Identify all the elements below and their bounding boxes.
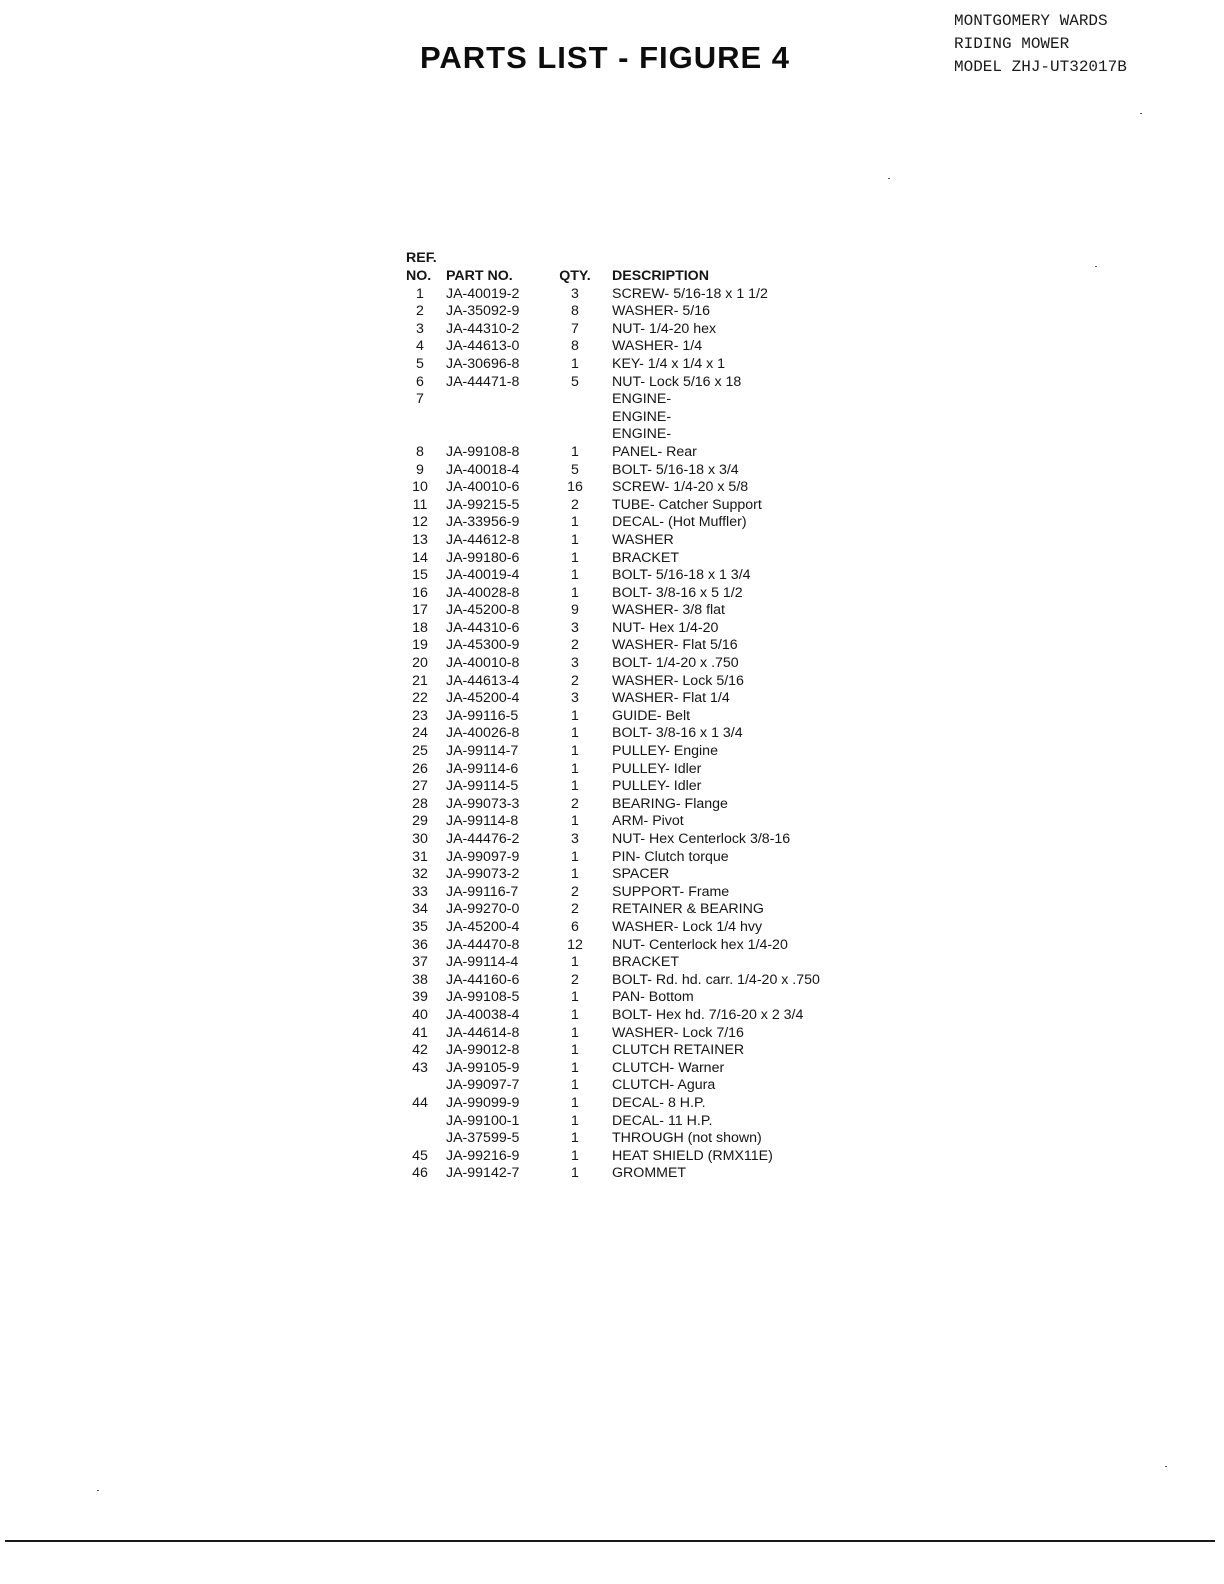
part-no-cell: JA-99114-7 [446, 743, 519, 760]
qty-cell: 1 [571, 813, 579, 830]
qty-cell: 1 [571, 1147, 579, 1164]
description-cell: CLUTCH- Agura [612, 1077, 716, 1094]
ref-cell: 12 [412, 514, 428, 531]
part-no-cell: JA-44613-4 [446, 672, 520, 689]
part-no-cell: JA-35092-9 [446, 303, 520, 320]
bottom-rule [5, 1540, 1215, 1542]
description-cell: NUT- Centerlock hex 1/4-20 [612, 936, 788, 953]
qty-cell: 5 [571, 461, 579, 478]
qty-cell: 1 [571, 1059, 579, 1076]
qty-cell: 2 [571, 637, 579, 654]
header-description: DESCRIPTION [612, 268, 709, 284]
part-no-cell: JA-99114-4 [446, 954, 519, 971]
description-cell: WASHER [612, 531, 674, 548]
description-cell: BOLT- Rd. hd. carr. 1/4-20 x .750 [612, 971, 820, 988]
header-ref-no: NO. [406, 268, 432, 284]
part-no-cell: JA-99097-9 [446, 848, 520, 865]
ref-cell: 13 [412, 531, 428, 548]
part-no-cell: JA-44470-8 [446, 936, 520, 953]
part-no-cell: JA-40018-4 [446, 461, 520, 478]
ref-cell: 9 [416, 461, 424, 478]
part-no-cell: JA-44471-8 [446, 373, 520, 390]
ref-cell: 35 [412, 918, 428, 935]
qty-cell: 1 [571, 567, 579, 584]
part-no-cell: JA-99100-1 [446, 1112, 520, 1129]
qty-cell: 6 [571, 918, 579, 935]
ref-cell: 24 [412, 725, 428, 742]
description-cell: PANEL- Rear [612, 443, 697, 460]
part-no-cell: JA-99116-7 [446, 883, 519, 900]
part-no-cell: JA-44310-6 [446, 619, 520, 636]
part-no-cell: JA-99114-6 [446, 760, 519, 777]
ref-cell: 41 [412, 1024, 428, 1041]
ref-cell: 3 [416, 320, 424, 337]
description-cell: WASHER- Lock 7/16 [612, 1024, 744, 1041]
description-cell: ENGINE- [612, 426, 672, 443]
description-cell: BOLT- Hex hd. 7/16-20 x 2 3/4 [612, 1006, 804, 1023]
qty-cell: 1 [571, 1112, 579, 1129]
ref-cell: 21 [412, 672, 428, 689]
ref-cell: 22 [412, 690, 428, 707]
ref-cell: 8 [416, 443, 424, 460]
part-no-cell: JA-40010-6 [446, 479, 520, 496]
part-no-cell: JA-37599-5 [446, 1130, 520, 1147]
ref-cell: 36 [412, 936, 428, 953]
ref-cell: 33 [412, 883, 428, 900]
qty-cell: 12 [567, 936, 583, 953]
qty-cell: 1 [571, 1006, 579, 1023]
description-cell: SCREW- 1/4-20 x 5/8 [612, 479, 749, 496]
description-cell: KEY- 1/4 x 1/4 x 1 [612, 355, 726, 372]
description-cell: NUT- 1/4-20 hex [612, 320, 717, 337]
ref-cell: 32 [412, 866, 428, 883]
header-line-product: RIDING MOWER [954, 35, 1070, 53]
description-cell: BEARING- Flange [612, 795, 728, 812]
part-no-cell: JA-44612-8 [446, 531, 520, 548]
ref-cell: 40 [412, 1006, 428, 1023]
part-no-cell: JA-99073-3 [446, 795, 520, 812]
part-no-cell: JA-99108-8 [446, 443, 520, 460]
ref-cell: 28 [412, 795, 428, 812]
part-no-cell: JA-99180-6 [446, 549, 520, 566]
scan-speck [1095, 266, 1097, 267]
scan-speck [1140, 113, 1142, 114]
qty-cell: 1 [571, 848, 579, 865]
description-cell: BOLT- 5/16-18 x 3/4 [612, 461, 739, 478]
part-no-cell: JA-99099-9 [446, 1094, 520, 1111]
description-cell: GROMMET [612, 1165, 687, 1182]
qty-cell: 1 [571, 866, 579, 883]
ref-cell: 43 [412, 1059, 428, 1076]
ref-cell: 23 [412, 707, 428, 724]
ref-cell: 31 [412, 848, 428, 865]
description-cell: WASHER- 1/4 [612, 338, 703, 355]
description-cell: TUBE- Catcher Support [612, 496, 762, 513]
ref-cell: 5 [416, 355, 424, 372]
description-cell: DECAL- 8 H.P. [612, 1094, 706, 1111]
description-cell: BOLT- 5/16-18 x 1 3/4 [612, 567, 751, 584]
description-cell: DECAL- 11 H.P. [612, 1112, 713, 1129]
qty-cell: 1 [571, 443, 579, 460]
scan-speck [97, 1490, 99, 1491]
ref-cell: 16 [412, 584, 428, 601]
part-no-cell: JA-99114-8 [446, 813, 519, 830]
description-cell: HEAT SHIELD (RMX11E) [612, 1147, 773, 1164]
qty-cell: 2 [571, 496, 579, 513]
qty-cell: 3 [571, 655, 579, 672]
header-line-model: MODEL ZHJ-UT32017B [954, 58, 1127, 76]
qty-cell: 1 [571, 778, 579, 795]
description-cell: SPACER [612, 866, 670, 883]
description-cell: WASHER- Flat 5/16 [612, 637, 738, 654]
part-no-cell: JA-99142-7 [446, 1165, 520, 1182]
ref-cell: 2 [416, 303, 424, 320]
ref-cell: 14 [412, 549, 428, 566]
qty-cell: 8 [571, 338, 579, 355]
description-cell: ENGINE- [612, 408, 672, 425]
description-cell: ENGINE- [612, 391, 672, 408]
description-cell: WASHER- Lock 5/16 [612, 672, 744, 689]
description-cell: CLUTCH- Warner [612, 1059, 725, 1076]
description-cell: SUPPORT- Frame [612, 883, 730, 900]
ref-cell: 42 [412, 1042, 428, 1059]
qty-cell: 2 [571, 795, 579, 812]
qty-cell: 2 [571, 883, 579, 900]
part-no-cell: JA-99114-5 [446, 778, 519, 795]
qty-cell: 9 [571, 602, 579, 619]
description-cell: NUT- Hex 1/4-20 [612, 619, 719, 636]
ref-cell: 17 [412, 602, 428, 619]
part-no-cell: JA-30696-8 [446, 355, 520, 372]
part-no-cell: JA-45200-4 [446, 690, 520, 707]
part-no-cell: JA-99097-7 [446, 1077, 520, 1094]
description-cell: WASHER- 5/16 [612, 303, 711, 320]
description-cell: WASHER- Flat 1/4 [612, 690, 730, 707]
ref-cell: 38 [412, 971, 428, 988]
qty-cell: 1 [571, 1077, 579, 1094]
ref-cell: 39 [412, 989, 428, 1006]
scan-speck [1165, 1466, 1167, 1467]
ref-cell: 34 [412, 901, 428, 918]
part-no-cell: JA-40026-8 [446, 725, 520, 742]
part-no-cell: JA-99012-8 [446, 1042, 520, 1059]
description-cell: BRACKET [612, 549, 680, 566]
description-cell: WASHER- Lock 1/4 hvy [612, 918, 763, 935]
qty-cell: 1 [571, 1024, 579, 1041]
part-no-cell: JA-99270-0 [446, 901, 520, 918]
ref-cell: 46 [412, 1165, 428, 1182]
qty-cell: 8 [571, 303, 579, 320]
description-cell: WASHER- 3/8 flat [612, 602, 726, 619]
part-no-cell: JA-99215-5 [446, 496, 520, 513]
qty-cell: 1 [571, 954, 579, 971]
description-cell: CLUTCH RETAINER [612, 1042, 745, 1059]
qty-cell: 16 [567, 479, 583, 496]
description-cell: PULLEY- Engine [612, 743, 718, 760]
description-cell: NUT- Hex Centerlock 3/8-16 [612, 831, 791, 847]
ref-cell: 15 [412, 567, 428, 584]
ref-cell: 37 [412, 954, 428, 971]
ref-cell: 44 [412, 1094, 428, 1111]
qty-cell: 1 [571, 584, 579, 601]
header-qty: QTY. [559, 268, 591, 284]
ref-cell: 11 [412, 496, 428, 513]
description-cell: SCREW- 5/16-18 x 1 1/2 [612, 285, 768, 302]
qty-cell: 1 [571, 725, 579, 742]
qty-cell: 2 [571, 971, 579, 988]
part-no-cell: JA-40019-2 [446, 285, 520, 302]
qty-cell: 3 [571, 690, 579, 707]
page-title: PARTS LIST - FIGURE 4 [420, 40, 791, 75]
ref-cell: 20 [412, 655, 428, 672]
ref-cell: 1 [416, 285, 424, 302]
qty-cell: 5 [571, 373, 579, 390]
description-cell: GUIDE- Belt [612, 707, 691, 724]
ref-cell: 19 [412, 637, 428, 654]
ref-cell: 27 [412, 778, 428, 795]
part-no-cell: JA-45200-4 [446, 918, 520, 935]
part-no-cell: JA-99116-5 [446, 707, 519, 724]
qty-cell: 1 [571, 1094, 579, 1111]
description-cell: PULLEY- Idler [612, 778, 702, 795]
qty-cell: 1 [571, 531, 579, 548]
qty-cell: 1 [571, 1165, 579, 1182]
ref-cell: 45 [412, 1147, 428, 1164]
part-no-cell: JA-99105-9 [446, 1059, 520, 1076]
part-no-cell: JA-44476-2 [446, 831, 520, 847]
part-no-cell: JA-40010-8 [446, 655, 520, 672]
qty-cell: 3 [571, 619, 579, 636]
qty-cell: 1 [571, 1130, 579, 1147]
part-no-cell: JA-44310-2 [446, 320, 520, 337]
qty-cell: 3 [571, 285, 579, 302]
ref-cell: 7 [416, 391, 424, 408]
description-cell: NUT- Lock 5/16 x 18 [612, 373, 742, 390]
part-no-cell: JA-99108-5 [446, 989, 520, 1006]
qty-cell: 1 [571, 707, 579, 724]
ref-cell: 18 [412, 619, 428, 636]
qty-cell: 1 [571, 989, 579, 1006]
model-header [954, 10, 1127, 79]
part-no-cell: JA-40019-4 [446, 567, 520, 584]
part-no-cell: JA-33956-9 [446, 514, 520, 531]
qty-cell: 1 [571, 743, 579, 760]
description-cell: BOLT- 3/8-16 x 5 1/2 [612, 584, 743, 601]
header-part-no: PART NO. [446, 268, 513, 284]
description-cell: DECAL- (Hot Muffler) [612, 514, 747, 531]
ref-cell: 30 [412, 831, 428, 847]
part-no-cell: JA-44614-8 [446, 1024, 520, 1041]
ref-cell: 25 [412, 743, 428, 760]
ref-cell: 26 [412, 760, 428, 777]
qty-cell: 2 [571, 901, 579, 918]
description-cell: PAN- Bottom [612, 989, 694, 1006]
description-cell: BOLT- 1/4-20 x .750 [612, 655, 739, 672]
scan-speck [888, 178, 890, 179]
ref-cell: 29 [412, 813, 428, 830]
part-no-cell: JA-44613-0 [446, 338, 520, 355]
qty-cell: 1 [571, 514, 579, 531]
description-cell: ARM- Pivot [612, 813, 684, 830]
header-line-brand: MONTGOMERY WARDS [954, 12, 1108, 30]
part-no-cell: JA-99073-2 [446, 866, 520, 883]
description-cell: PULLEY- Idler [612, 760, 702, 777]
description-cell: BRACKET [612, 954, 680, 971]
part-no-cell: JA-45200-8 [446, 602, 520, 619]
qty-cell: 1 [571, 355, 579, 372]
qty-cell: 7 [571, 320, 579, 337]
description-cell: BOLT- 3/8-16 x 1 3/4 [612, 725, 743, 742]
qty-cell: 1 [571, 760, 579, 777]
part-no-cell: JA-40038-4 [446, 1006, 520, 1023]
part-no-cell: JA-45300-9 [446, 637, 520, 654]
part-no-cell: JA-40028-8 [446, 584, 520, 601]
qty-cell: 2 [571, 672, 579, 689]
qty-cell: 1 [571, 549, 579, 566]
description-cell: PIN- Clutch torque [612, 848, 729, 865]
part-no-cell: JA-99216-9 [446, 1147, 520, 1164]
qty-cell: 1 [571, 1042, 579, 1059]
ref-cell: 10 [412, 479, 428, 496]
ref-cell: 4 [416, 338, 424, 355]
ref-cell: 6 [416, 373, 424, 390]
description-cell: THROUGH (not shown) [612, 1130, 762, 1147]
description-cell: RETAINER & BEARING [612, 901, 764, 918]
ref-caption: REF. [406, 250, 437, 267]
qty-cell: 3 [571, 831, 579, 847]
part-no-cell: JA-44160-6 [446, 971, 520, 988]
